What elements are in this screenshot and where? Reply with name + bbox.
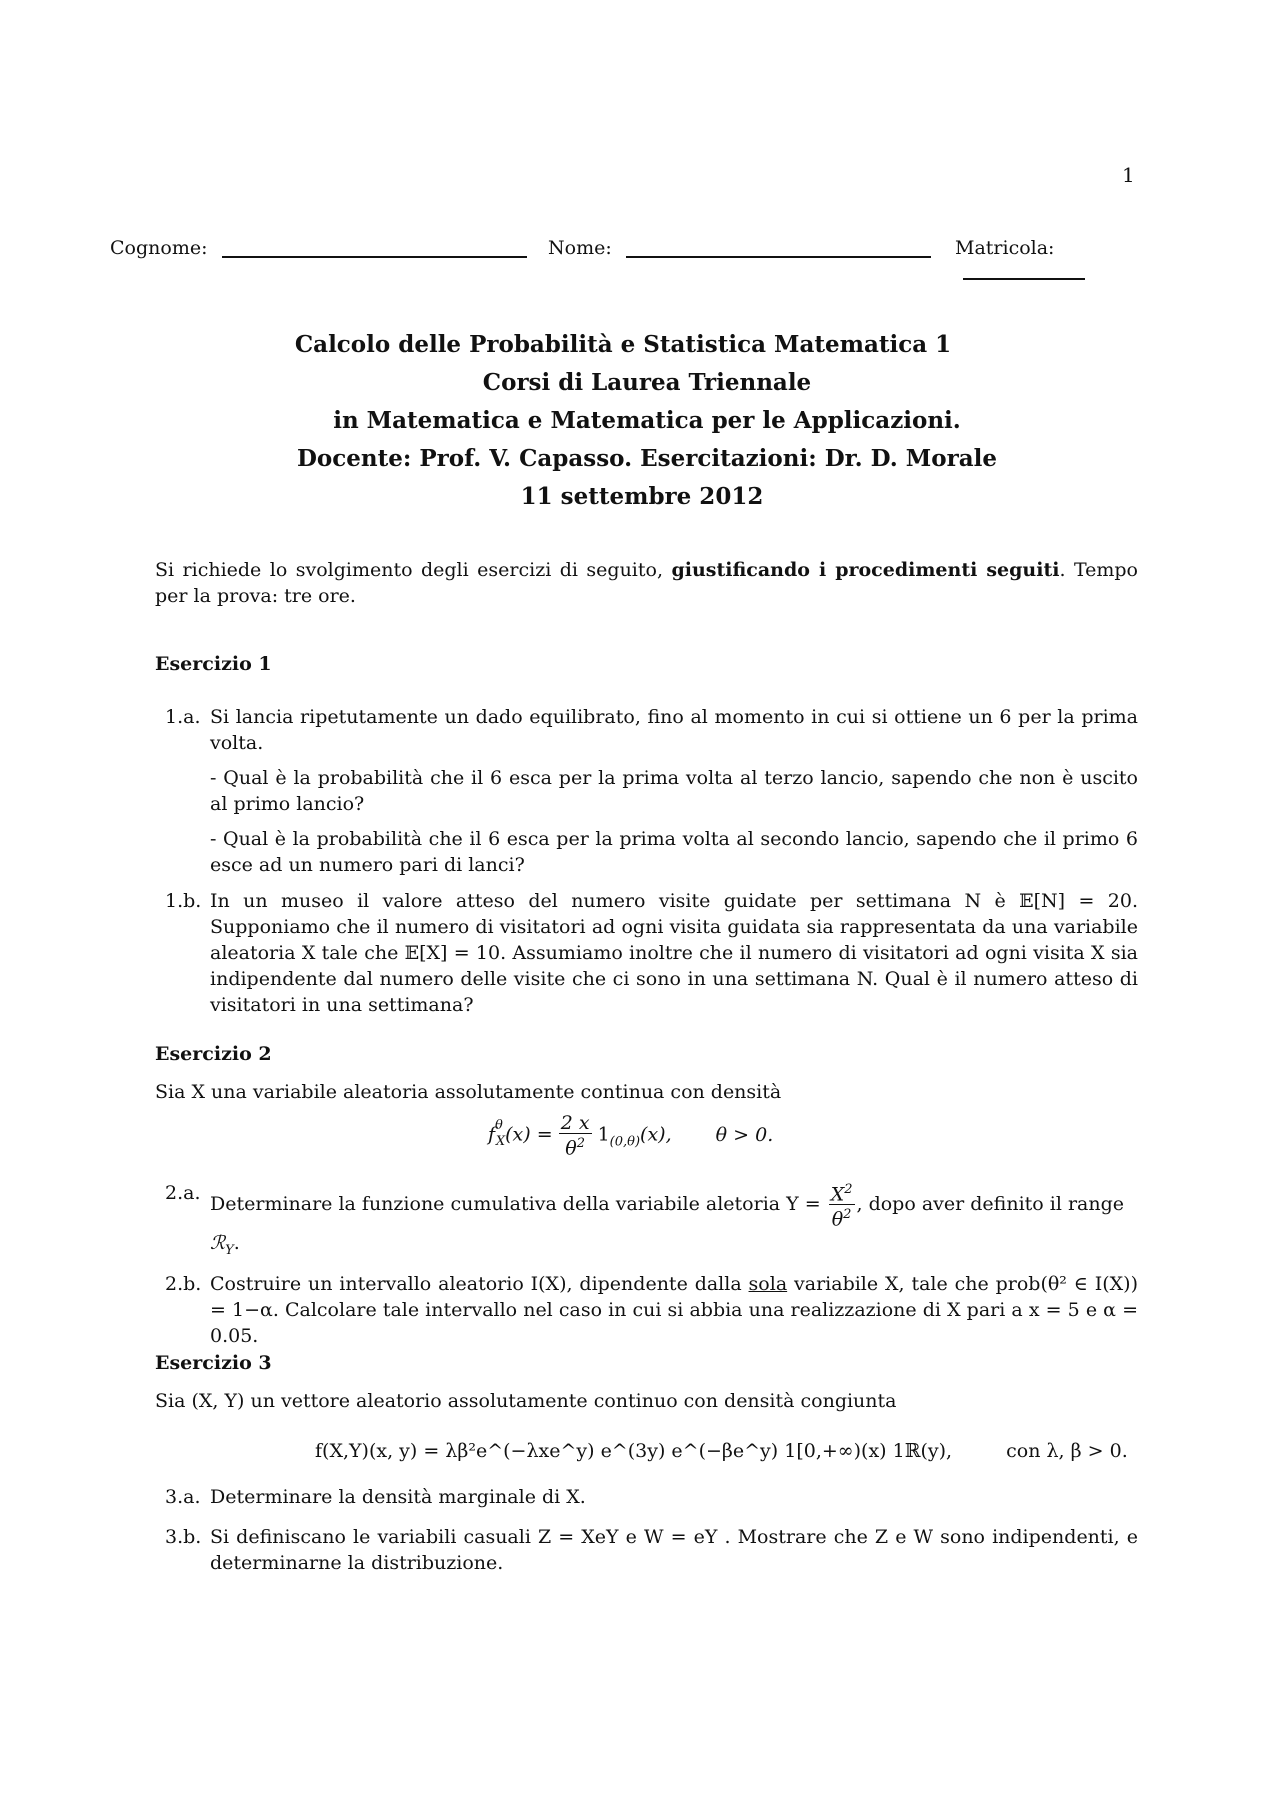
- exercise-1b: [155, 888, 1138, 1018]
- exercise-2-intro: Sia X una variabile aleatoria assolutamente continua con densità: [155, 1081, 782, 1103]
- fraction: $\frac{2 x}{\theta^2}$: [560, 1112, 590, 1160]
- exercise-3b: [155, 1524, 1138, 1576]
- instructions-text-b: . Tempo per la prova: tre ore.: [155, 559, 1139, 607]
- exercise-3b-text: Si definiscano le variabili casuali Z = XeY e W = eY . Mostrare che Z e W sono indipendenti, e determinarne la distribuzione.: [210, 1526, 1138, 1574]
- title-teachers: Docente: Prof. V. Capasso. Esercitazioni: Dr. D. Morale: [296, 445, 998, 472]
- formula-condition: con λ, β > 0.: [1006, 1440, 1128, 1462]
- exercise-2b-text-1: Costruire un intervallo aleatorio I(X), dipendente dalla: [210, 1273, 749, 1295]
- title-course: Calcolo delle Probabilità e Statistica Matematica 1: [294, 331, 952, 358]
- name-field[interactable]: [548, 237, 931, 259]
- exercise-2a-text: Determinare la funzione cumulativa della variabile aletoria Y =: [210, 1192, 821, 1215]
- id-line[interactable]: [963, 277, 1085, 280]
- exercise-2b: [155, 1271, 1138, 1349]
- exercise-1a-text: Si lancia ripetutamente un dado equilibrato, fino al momento in cui si ottiene un 6 per la prima volta.: [210, 706, 1138, 754]
- instructions-text-a: Si richiede lo svolgimento degli esercizi di seguito,: [155, 559, 672, 581]
- fraction: $\frac{X^2}{\theta^2}$: [830, 1182, 853, 1231]
- item-label: 3.b.: [165, 1526, 202, 1548]
- name-line[interactable]: [626, 255, 931, 258]
- surname-label: Cognome:: [110, 237, 208, 259]
- student-info-fields: [110, 237, 1182, 267]
- joint-density-expression: f(X,Y)(x, y) = λβ²e^(−λxe^y) e^(3y) e^(−βe^y) 1[0,+∞)(x) 1ℝ(y),: [315, 1440, 953, 1462]
- exercise-3a: [155, 1484, 1138, 1510]
- surname-field[interactable]: [110, 237, 527, 259]
- exercise-3-intro: Sia (X, Y) un vettore aleatorio assolutamente continuo con densità congiunta: [155, 1390, 897, 1412]
- exercise-3a-text: Determinare la densità marginale di X.: [210, 1486, 586, 1508]
- exercise-1a-question-1: - Qual è la probabilità che il 6 esca per la prima volta al terzo lancio, sapendo che non è uscito al primo lancio?: [210, 767, 1138, 815]
- exercise-3-heading: Esercizio 3: [155, 1352, 272, 1374]
- exercise-1-heading: Esercizio 1: [155, 653, 272, 675]
- exercise-2b-text-2: variabile X, tale che prob(θ² ∈ I(X)) = 1−α. Calcolare tale intervallo nel caso in cui si abbia una realizzazione di X pari a x = 5 e α = 0.05.: [210, 1273, 1138, 1347]
- page-number: 1: [1122, 163, 1135, 187]
- id-label: Matricola:: [955, 237, 1055, 259]
- formula-f: f: [488, 1123, 496, 1146]
- exercise-2a-text-2: , dopo aver definito il range: [856, 1192, 1125, 1215]
- exam-title: [0, 326, 1280, 516]
- instructions: [155, 557, 1138, 609]
- title-degree: Corsi di Laurea Triennale: [482, 369, 812, 396]
- joint-density-formula: [315, 1440, 1128, 1462]
- title-programs: in Matematica e Matematica per le Applicazioni.: [333, 407, 961, 434]
- item-label: 2.b.: [165, 1273, 202, 1295]
- title-date: 11 settembre 2012: [520, 483, 764, 510]
- exercise-2a: 2.a. Determinare la funzione cumulativa della variabile aletoria Y = $\frac{X^2}{\theta^2}$ , dopo aver definito il range ℛ$_Y$.: [165, 1182, 1125, 1258]
- item-label: 2.a.: [165, 1182, 201, 1204]
- item-label: 1.b.: [165, 890, 202, 912]
- density-formula-x: $f_{\theta X}(x)$ = $\frac{2 x}{\theta^2}$ $1_{(0,\theta)}(x)$, θ > 0.: [488, 1112, 774, 1160]
- exercise-2-heading: Esercizio 2: [155, 1043, 272, 1065]
- surname-line[interactable]: [222, 255, 527, 258]
- underlined-word: sola: [748, 1273, 788, 1295]
- instructions-bold: giustificando i procedimenti seguiti: [671, 559, 1060, 581]
- item-label: 1.a.: [165, 706, 201, 728]
- formula-condition: θ > 0.: [715, 1123, 774, 1146]
- exercise-1b-text: In un museo il valore atteso del numero visite guidate per settimana N è 𝔼[N] = 20. Supponiamo che il numero di visitatori ad ogni visita guidata sia rappresentata da una variabile aleatoria X tale che 𝔼[X] = 10. Assumiamo inoltre che il numero di visitatori ad ogni visita X sia indipendente dal numero delle visite che ci sono in una settimana N. Qual è il numero atteso di visitatori in una settimana?: [210, 890, 1138, 1016]
- exercise-1a: [155, 704, 1138, 878]
- range-symbol: ℛ: [210, 1231, 226, 1254]
- name-label: Nome:: [548, 237, 612, 259]
- id-field[interactable]: [955, 237, 1182, 281]
- exercise-1a-question-2: - Qual è la probabilità che il 6 esca per la prima volta al secondo lancio, sapendo che il primo 6 esce ad un numero pari di lanci?: [210, 828, 1138, 876]
- item-label: 3.a.: [165, 1486, 201, 1508]
